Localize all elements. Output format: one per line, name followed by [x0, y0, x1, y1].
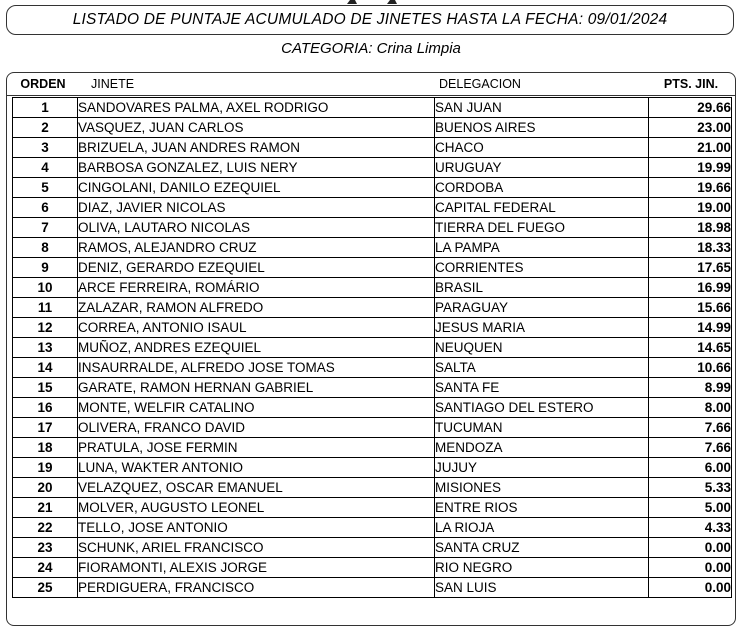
rider-delegation: SALTA — [435, 358, 649, 378]
rider-delegation: NEUQUEN — [435, 338, 649, 358]
table-row — [13, 418, 732, 438]
rider-name: DIAZ, JAVIER NICOLAS — [78, 198, 435, 218]
rider-rank: 15 — [13, 378, 78, 398]
rider-delegation: BRASIL — [435, 278, 649, 298]
rider-points: 18.98 — [649, 218, 732, 238]
rider-points: 17.65 — [649, 258, 732, 278]
table-row — [13, 138, 732, 158]
rider-delegation: CORDOBA — [435, 178, 649, 198]
rider-rank: 3 — [13, 138, 78, 158]
rider-rank: 22 — [13, 518, 78, 538]
rider-points: 8.00 — [649, 398, 732, 418]
rider-points: 19.99 — [649, 158, 732, 178]
table-row — [13, 558, 732, 578]
column-header-puntos: PTS. JIN. — [663, 77, 719, 91]
rider-delegation: SANTA CRUZ — [435, 538, 649, 558]
rider-name: PRATULA, JOSE FERMIN — [78, 438, 435, 458]
rider-delegation: RIO NEGRO — [435, 558, 649, 578]
table-row — [13, 118, 732, 138]
rider-points: 15.66 — [649, 298, 732, 318]
table-row — [13, 298, 732, 318]
table-row — [13, 458, 732, 478]
rider-name: CINGOLANI, DANILO EZEQUIEL — [78, 178, 435, 198]
rider-rank: 18 — [13, 438, 78, 458]
table-row — [13, 438, 732, 458]
rider-delegation: PARAGUAY — [435, 298, 649, 318]
rider-delegation: MENDOZA — [435, 438, 649, 458]
rider-rank: 10 — [13, 278, 78, 298]
rider-delegation: TUCUMAN — [435, 418, 649, 438]
rider-rank: 6 — [13, 198, 78, 218]
table-row — [13, 278, 732, 298]
rider-rank: 8 — [13, 238, 78, 258]
rider-points: 14.99 — [649, 318, 732, 338]
table-row — [13, 338, 732, 358]
rider-points: 0.00 — [649, 558, 732, 578]
rider-delegation: LA PAMPA — [435, 238, 649, 258]
report-title-box — [6, 5, 734, 35]
rider-rank: 23 — [13, 538, 78, 558]
results-table-body — [13, 98, 732, 598]
rider-points: 5.00 — [649, 498, 732, 518]
rider-name: VASQUEZ, JUAN CARLOS — [78, 118, 435, 138]
rider-delegation: ENTRE RIOS — [435, 498, 649, 518]
rider-delegation: CHACO — [435, 138, 649, 158]
rider-rank: 17 — [13, 418, 78, 438]
rider-name: MUÑOZ, ANDRES EZEQUIEL — [78, 338, 435, 358]
rider-points: 21.00 — [649, 138, 732, 158]
table-row — [13, 498, 732, 518]
rider-name: ZALAZAR, RAMON ALFREDO — [78, 298, 435, 318]
rider-name: GARATE, RAMON HERNAN GABRIEL — [78, 378, 435, 398]
rider-points: 0.00 — [649, 538, 732, 558]
rider-rank: 16 — [13, 398, 78, 418]
rider-points: 18.33 — [649, 238, 732, 258]
table-row — [13, 218, 732, 238]
rider-rank: 19 — [13, 458, 78, 478]
rider-delegation: CORRIENTES — [435, 258, 649, 278]
rider-name: ARCE FERREIRA, ROMÁRIO — [78, 278, 435, 298]
rider-delegation: JESUS MARIA — [435, 318, 649, 338]
rider-points: 14.65 — [649, 338, 732, 358]
table-row — [13, 238, 732, 258]
rider-name: LUNA, WAKTER ANTONIO — [78, 458, 435, 478]
rider-name: RAMOS, ALEJANDRO CRUZ — [78, 238, 435, 258]
table-row — [13, 158, 732, 178]
rider-name: MOLVER, AUGUSTO LEONEL — [78, 498, 435, 518]
table-row — [13, 178, 732, 198]
rider-rank: 2 — [13, 118, 78, 138]
table-row — [13, 478, 732, 498]
table-row — [13, 518, 732, 538]
table-row — [13, 258, 732, 278]
rider-delegation: MISIONES — [435, 478, 649, 498]
rider-points: 19.66 — [649, 178, 732, 198]
rider-delegation: CAPITAL FEDERAL — [435, 198, 649, 218]
column-header-orden: ORDEN — [20, 77, 66, 91]
rider-name: MONTE, WELFIR CATALINO — [78, 398, 435, 418]
table-row — [13, 358, 732, 378]
rider-points: 7.66 — [649, 418, 732, 438]
rider-name: INSAURRALDE, ALFREDO JOSE TOMAS — [78, 358, 435, 378]
rider-points: 8.99 — [649, 378, 732, 398]
rider-rank: 9 — [13, 258, 78, 278]
rider-points: 19.00 — [649, 198, 732, 218]
rider-rank: 11 — [13, 298, 78, 318]
rider-delegation: SAN JUAN — [435, 98, 649, 118]
rider-rank: 5 — [13, 178, 78, 198]
rider-points: 10.66 — [649, 358, 732, 378]
results-table — [12, 97, 732, 598]
table-row — [13, 538, 732, 558]
rider-rank: 12 — [13, 318, 78, 338]
rider-points: 0.00 — [649, 578, 732, 598]
rider-points: 16.99 — [649, 278, 732, 298]
table-row — [13, 318, 732, 338]
rider-name: FIORAMONTI, ALEXIS JORGE — [78, 558, 435, 578]
rider-name: OLIVERA, FRANCO DAVID — [78, 418, 435, 438]
rider-delegation: JUJUY — [435, 458, 649, 478]
rider-points: 6.00 — [649, 458, 732, 478]
rider-name: VELAZQUEZ, OSCAR EMANUEL — [78, 478, 435, 498]
cropped-logo-fragment — [343, 0, 403, 4]
table-row — [13, 398, 732, 418]
rider-delegation: SANTIAGO DEL ESTERO — [435, 398, 649, 418]
category-label: CATEGORIA: Crina Limpia — [281, 40, 461, 57]
rider-delegation: BUENOS AIRES — [435, 118, 649, 138]
table-row — [13, 98, 732, 118]
column-header-delegacion: DELEGACION — [439, 77, 521, 91]
rider-name: BARBOSA GONZALEZ, LUIS NERY — [78, 158, 435, 178]
rider-name: BRIZUELA, JUAN ANDRES RAMON — [78, 138, 435, 158]
rider-name: TELLO, JOSE ANTONIO — [78, 518, 435, 538]
rider-rank: 20 — [13, 478, 78, 498]
rider-name: CORREA, ANTONIO ISAUL — [78, 318, 435, 338]
rider-delegation: URUGUAY — [435, 158, 649, 178]
rider-name: SCHUNK, ARIEL FRANCISCO — [78, 538, 435, 558]
rider-points: 4.33 — [649, 518, 732, 538]
rider-delegation: LA RIOJA — [435, 518, 649, 538]
table-row — [13, 378, 732, 398]
rider-points: 5.33 — [649, 478, 732, 498]
rider-delegation: SAN LUIS — [435, 578, 649, 598]
rider-rank: 14 — [13, 358, 78, 378]
rider-rank: 21 — [13, 498, 78, 518]
rider-points: 23.00 — [649, 118, 732, 138]
rider-points: 7.66 — [649, 438, 732, 458]
rider-name: PERDIGUERA, FRANCISCO — [78, 578, 435, 598]
rider-rank: 25 — [13, 578, 78, 598]
rider-rank: 4 — [13, 158, 78, 178]
rider-name: DENIZ, GERARDO EZEQUIEL — [78, 258, 435, 278]
rider-delegation: TIERRA DEL FUEGO — [435, 218, 649, 238]
rider-rank: 7 — [13, 218, 78, 238]
report-title: LISTADO DE PUNTAJE ACUMULADO DE JINETES HASTA LA FECHA: 09/01/2024 — [72, 11, 668, 28]
header-divider — [6, 95, 736, 96]
table-row — [13, 198, 732, 218]
rider-delegation: SANTA FE — [435, 378, 649, 398]
table-row — [13, 578, 732, 598]
rider-rank: 24 — [13, 558, 78, 578]
rider-name: SANDOVARES PALMA, AXEL RODRIGO — [78, 98, 435, 118]
rider-rank: 13 — [13, 338, 78, 358]
column-header-jinete: JINETE — [91, 77, 135, 91]
rider-name: OLIVA, LAUTARO NICOLAS — [78, 218, 435, 238]
rider-rank: 1 — [13, 98, 78, 118]
rider-points: 29.66 — [649, 98, 732, 118]
